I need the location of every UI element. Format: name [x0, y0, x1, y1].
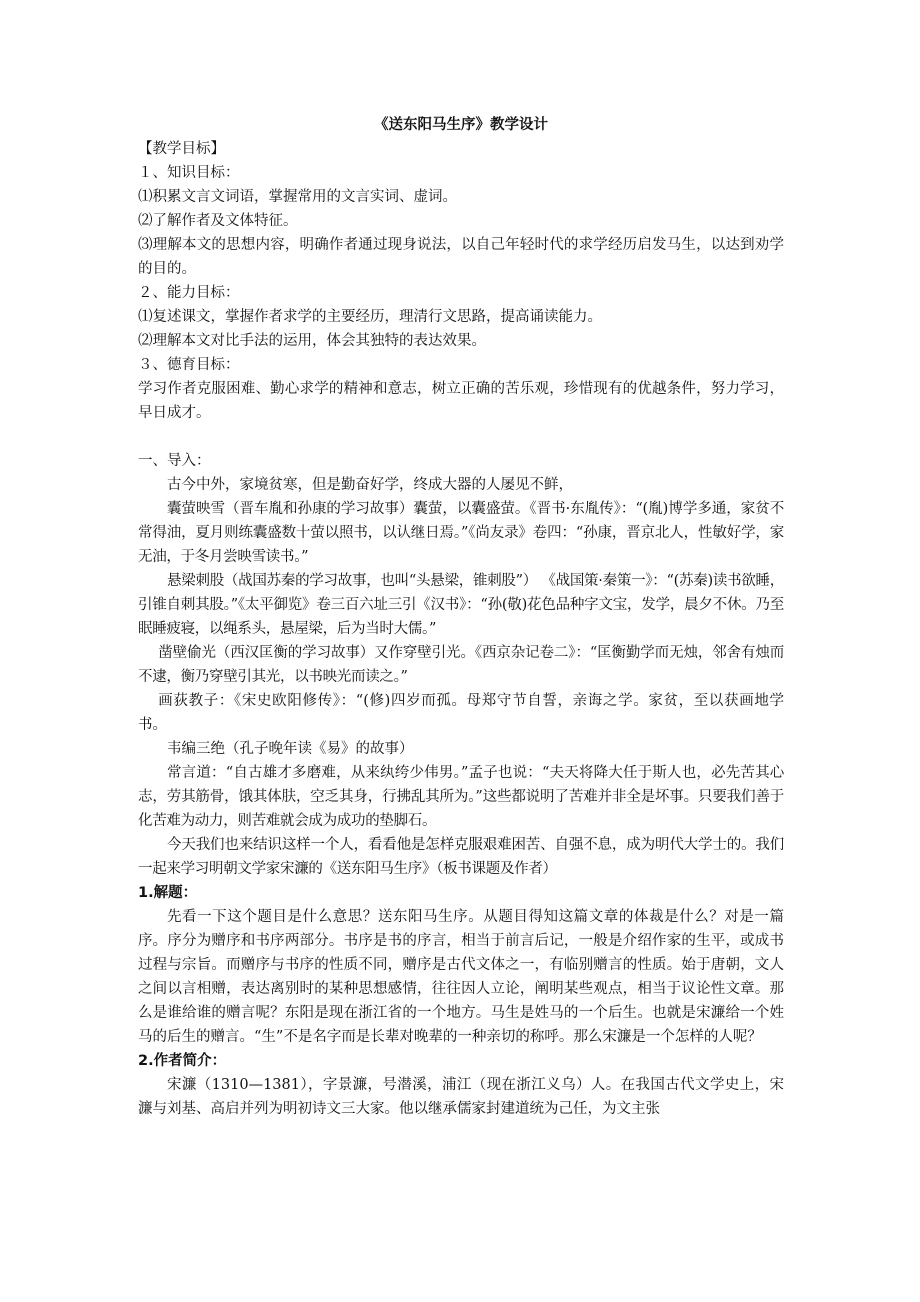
section-1-header: 1.解题： [138, 885, 198, 901]
ability-goal-label: ２、能力目标： [138, 285, 240, 301]
goals-header: 【教学目标】 [138, 141, 225, 157]
section-2-header: 2.作者简介： [138, 1053, 227, 1069]
intro-paragraph: 常言道：“自古雄才多磨难，从来纨绔少伟男。”孟子也说：“夫天将降大任于斯人也，必先苦其心志，劳其筋骨，饿其体肤，空乏其身，行拂乱其所为。”这些都说明了苦难并非全是坏事。只要我们善于化苦难为动力，则苦难就会成为成功的垫脚石。 [138, 765, 784, 829]
intro-header: 一、导入： [138, 453, 211, 469]
blank-line [138, 425, 784, 449]
document-title: 《送东阳马生序》教学设计 [374, 117, 548, 133]
intro-paragraph: 凿壁偷光（西汉匡衡的学习故事）又作穿壁引光。《西京杂记卷二》：“匡衡勤学而无烛，邻舍有烛而不逮，衡乃穿壁引其光，以书映光而读之。” [138, 645, 784, 685]
knowledge-goal-label: １、知识目标： [138, 165, 240, 181]
knowledge-goal-item: ⑴积累文言文词语，掌握常用的文言实词、虚词。 [138, 189, 457, 205]
moral-goal-label: ３、德育目标： [138, 357, 240, 373]
knowledge-goal-item: ⑶理解本文的思想内容，明确作者通过现身说法，以自己年轻时代的求学经历启发马生，以达到劝学的目的。 [138, 237, 784, 277]
intro-paragraph: 韦编三绝（孔子晚年读《易》的故事） [167, 741, 414, 757]
intro-paragraph: 囊萤映雪（晋车胤和孙康的学习故事）囊萤，以囊盛萤。《晋书·东胤传》：“(胤)博学多通，家贫不常得油，夏月则练囊盛数十萤以照书，以认继日焉。”《尚友录》卷四：“孙康，晋京北人，性敏好学，家无油，于冬月尝映雪读书。” [138, 501, 784, 565]
section-2-text: 宋濂（1310—1381），字景濂，号潜溪，浦江（现在浙江义乌）人。在我国古代文学史上，宋濂与刘基、高启并列为明初诗文三大家。他以继承儒家封建道统为己任，为文主张 [138, 1077, 784, 1117]
knowledge-goal-item: ⑵了解作者及文体特征。 [138, 213, 298, 229]
document-page [138, 113, 784, 1121]
intro-paragraph: 今天我们也来结识这样一个人，看看他是怎样克服艰难困苦、自强不息，成为明代大学士的。我们一起来学习明朝文学家宋濂的《送东阳马生序》（板书课题及作者） [138, 837, 784, 877]
section-1-text: 先看一下这个题目是什么意思？送东阳马生序。从题目得知这篇文章的体裁是什么？对是一篇序。序分为赠序和书序两部分。书序是书的序言，相当于前言后记，一般是介绍作家的生平，或成书过程与宗旨。而赠序与书序的性质不同，赠序是古代文体之一，有临别赠言的性质。始于唐朝，文人之间以言相赠，表达离别时的某种思想感情，往往因人立论，阐明某些观点，相当于议论性文章。那么是谁给谁的赠言呢？东阳是现在浙江省的一个地方。马生是姓马的一个后生。也就是宋濂给一个姓马的后生的赠言。“生”不是名字而是长辈对晚辈的一种亲切的称呼。那么宋濂是一个怎样的人呢？ [138, 909, 784, 1045]
intro-paragraph: 画荻教子：《宋史欧阳修传》：“(修)四岁而孤。母郑守节自誓，亲诲之学。家贫，至以获画地学书。 [138, 693, 784, 733]
ability-goal-item: ⑵理解本文对比手法的运用，体会其独特的表达效果。 [138, 333, 486, 349]
ability-goal-item: ⑴复述课文，掌握作者求学的主要经历，理清行文思路，提高诵读能力。 [138, 309, 602, 325]
intro-paragraph: 古今中外，家境贫寒，但是勤奋好学，终成大器的人屡见不鲜， [167, 477, 573, 493]
moral-goal-text: 学习作者克服困难、勤心求学的精神和意志，树立正确的苦乐观，珍惜现有的优越条件，努力学习，早日成才。 [138, 381, 784, 421]
intro-paragraph: 悬梁刺股（战国苏秦的学习故事，也叫“头悬梁，锥刺股”） 《战国策·秦策一》：“(苏秦)读书欲睡，引锥自刺其股。”《太平御览》卷三百六址三引《汉书》：“孙(敬)花色品种字文宝，发学，晨夕不休。乃至眠睡疲寝，以绳系头，悬屋梁，后为当时大儒。” [138, 573, 784, 637]
